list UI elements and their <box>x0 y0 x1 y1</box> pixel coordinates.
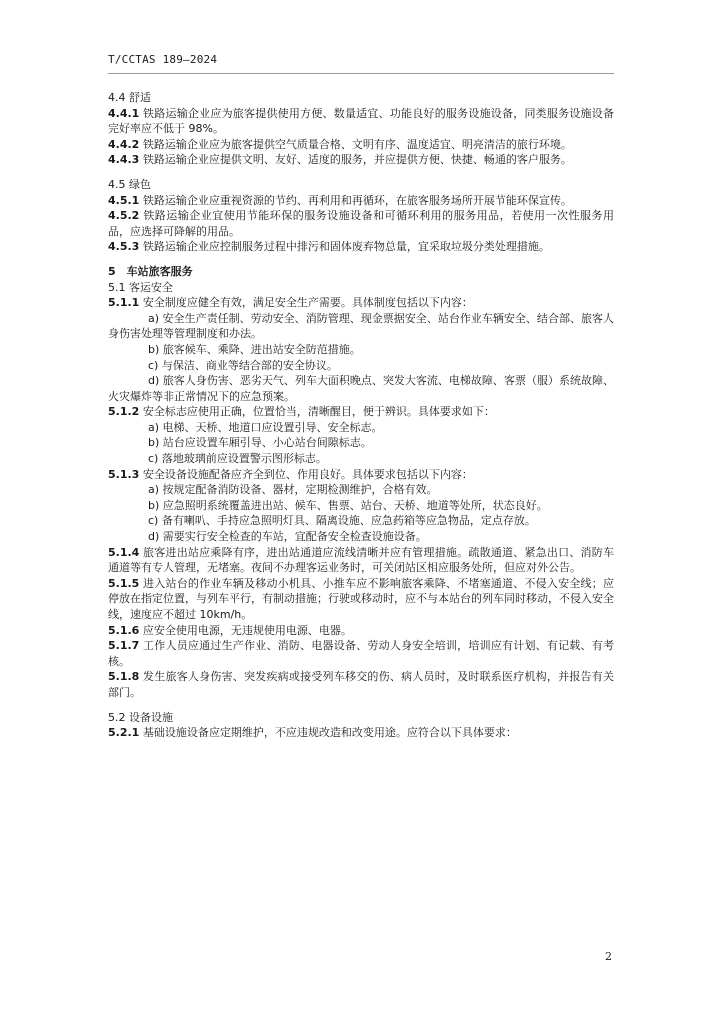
chapter-heading-5: 5 车站旅客服务 <box>108 264 193 278</box>
document-code: T/CCTAS 189—2024 <box>108 53 218 66</box>
clause-number: 4.5.1 <box>108 193 140 207</box>
list-item-a: a) 电梯、天桥、地道口应设置引导、安全标志。 <box>148 420 383 434</box>
clause-number: 5.1.5 <box>108 576 140 590</box>
clause-number: 5.1.4 <box>108 545 140 559</box>
list-item-b: b) 应急照明系统覆盖进出站、候车、售票、站台、天桥、地道等处所，状态良好。 <box>148 498 548 512</box>
list-item-a: a) 安全生产责任制、劳动安全、消防管理、现金票据安全、站台作业车辆安全、结合部、旅客人身伤害处理等管理制度和办法。 <box>108 311 614 341</box>
clause-text: 基础设施设备应定期维护，不应违规改造和改变用途。应符合以下具体要求： <box>139 726 517 740</box>
clause-5-1-6 <box>108 623 614 639</box>
header-divider <box>108 73 614 74</box>
clause-5-1-3 <box>108 467 614 483</box>
clause-text: 发生旅客人身伤害、突发疾病或接受列车移交的伤、病人员时，及时联系医疗机构，并报告有关部门。 <box>108 670 614 699</box>
document-body <box>108 90 614 741</box>
clause-5-1-2 <box>108 404 614 420</box>
list-item-d: d) 旅客人身伤害、恶劣天气、列车大面积晚点、突发大客流、电梯故障、客票（服）系统故障、火灾爆炸等非正常情况下的应急预案。 <box>108 374 614 403</box>
clause-number: 4.4.3 <box>108 153 140 167</box>
clause-number: 4.5.3 <box>108 240 140 254</box>
list-item-b: b) 旅客候车、乘降、进出站安全防范措施。 <box>148 342 361 356</box>
section-heading-4-5: 4.5 绿色 <box>108 177 151 191</box>
section-heading-5-2: 5.2 设备设施 <box>108 710 173 724</box>
list-item-c: c) 备有喇叭、手持应急照明灯具、隔离设施、应急药箱等应急物品，定点存放。 <box>148 514 536 528</box>
list-item-d: d) 需要实行安全检查的车站，宜配备安全检查设施设备。 <box>148 530 427 544</box>
clause-5-1-1 <box>108 295 614 311</box>
clause-number: 5.1.2 <box>108 405 140 419</box>
clause-text: 进入站台的作业车辆及移动小机具、小推车应不影响旅客乘降、不堵塞通道、不侵入安全线；应停放在指定位置，与列车平行，有制动措施；行驶或移动时，应不与本站台的列车同时移动，不侵入安全线，速度应不超过 10km/h。 <box>108 576 614 621</box>
list-item-b: b) 站台应设置车厢引导、小心站台间隙标志。 <box>148 436 372 450</box>
clause-text: 铁路运输企业应提供文明、友好、适度的服务，并应提供方便、快捷、畅通的客户服务。 <box>139 153 572 167</box>
clause-4-5-3 <box>108 239 614 255</box>
clause-text: 安全设备设施配备应齐全到位、作用良好。具体要求包括以下内容： <box>139 467 473 481</box>
clause-number: 5.2.1 <box>108 726 140 740</box>
clause-number: 5.1.1 <box>108 296 140 310</box>
clause-text: 安全制度应健全有效，满足安全生产需要。具体制度包括以下内容： <box>139 296 473 310</box>
clause-number: 5.1.3 <box>108 467 140 481</box>
clause-4-4-1 <box>108 106 614 137</box>
clause-4-4-3 <box>108 152 614 168</box>
clause-text: 铁路运输企业应为旅客提供空气质量合格、文明有序、温度适宜、明亮清洁的旅行环境。 <box>139 137 572 151</box>
list-item-c: c) 与保洁、商业等结合部的安全协议。 <box>148 358 338 372</box>
clause-text: 铁路运输企业应重视资源的节约、再利用和再循环，在旅客服务场所开展节能环保宣传。 <box>139 193 572 207</box>
clause-text: 工作人员应通过生产作业、消防、电器设备、劳动人身安全培训，培训应有计划、有记载、有考核。 <box>108 639 614 668</box>
clause-number: 5.1.7 <box>108 639 140 653</box>
clause-5-1-7 <box>108 638 614 669</box>
clause-number: 4.4.1 <box>108 106 140 120</box>
clause-text: 铁路运输企业应控制服务过程中排污和固体废弃物总量，宜采取垃圾分类处理措施。 <box>139 240 550 254</box>
list-item-a: a) 按规定配备消防设备、器材，定期检测维护，合格有效。 <box>148 483 438 497</box>
clause-text: 铁路运输企业宜使用节能环保的服务设施设备和可循环利用的服务用品，若使用一次性服务用品，应选择可降解的用品。 <box>108 209 614 238</box>
clause-number: 5.1.8 <box>108 670 140 684</box>
clause-number: 4.4.2 <box>108 137 140 151</box>
page-number: 2 <box>605 950 612 963</box>
clause-4-5-2 <box>108 208 614 239</box>
clause-text: 安全标志应使用正确，位置恰当，清晰醒目，便于辨识。具体要求如下： <box>139 405 495 419</box>
clause-text: 应安全使用电源，无违规使用电源、电器。 <box>139 623 352 637</box>
clause-text: 旅客进出站应乘降有序，进出站通道应流线清晰并应有管理措施。疏散通道、紧急出口、消防车通道等有专人管理，无堵塞。夜间不办理客运业务时，可关闭站区相应服务处所，但应对外公告。 <box>108 545 614 575</box>
clause-4-5-1 <box>108 193 614 209</box>
clause-5-1-8 <box>108 669 614 700</box>
clause-4-4-2 <box>108 137 614 153</box>
clause-number: 5.1.6 <box>108 623 140 637</box>
section-heading-4-4: 4.4 舒适 <box>108 91 151 104</box>
clause-5-1-5 <box>108 576 614 623</box>
clause-number: 4.5.2 <box>108 209 140 223</box>
clause-text: 铁路运输企业应为旅客提供使用方便、数量适宜、功能良好的服务设施设备，同类服务设施设备完好率应不低于 98%。 <box>108 106 614 136</box>
clause-5-2-1 <box>108 725 614 741</box>
section-heading-5-1: 5.1 客运安全 <box>108 280 173 294</box>
clause-5-1-4 <box>108 545 614 576</box>
list-item-c: c) 落地玻璃前应设置警示图形标志。 <box>148 452 327 466</box>
